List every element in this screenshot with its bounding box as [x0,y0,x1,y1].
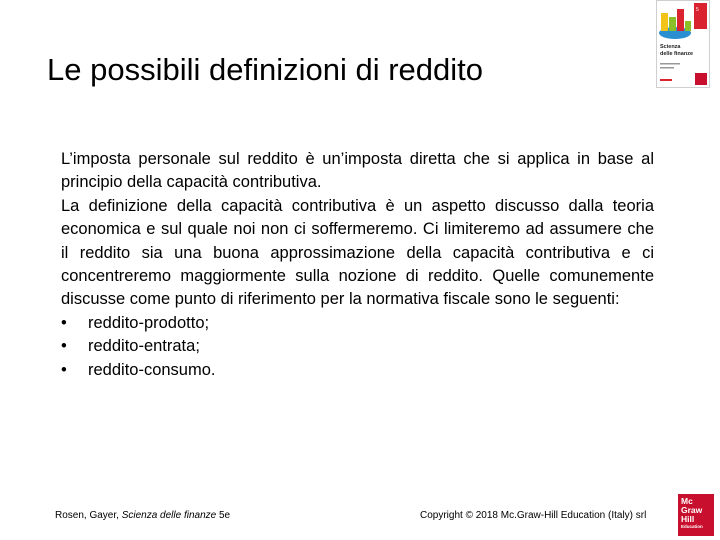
footer-edition: 5e [216,510,231,521]
list-item [61,359,654,382]
list-item-text: reddito-entrata; [88,337,200,356]
footer-citation [55,510,230,521]
slide-title: Le possibili definizioni di reddito [47,52,483,87]
bullet-list [61,312,654,382]
bullet-icon: • [61,360,67,379]
body-paragraph-1: L’imposta personale sul reddito è un’imposta diretta che si applica in base al principio della capacità contributiva. [61,150,654,192]
publisher-logo [678,494,714,536]
book-cover-title-1: Scienza [660,44,681,50]
book-cover-thumbnail [656,0,710,88]
list-item-text: reddito-consumo. [88,360,216,379]
footer-book-title: Scienza delle finanze [121,510,217,521]
slide-body [61,148,654,382]
logo-line-3: Hill [681,514,695,524]
body-paragraph-2: La definizione della capacità contributiva è un aspetto discusso dalla teoria economica e sul quale noi non ci soffermeremo. Ci limiteremo ad assumere che il reddito sia una buona approssimazione della capacità contributiva e ci concentreremo maggiormente sulla nozione di reddito. Quelle comunemente discusse come punto di riferimento per la normativa fiscale sono le seguenti: [61,196,654,309]
bullet-icon: • [61,337,67,356]
list-item [61,312,654,335]
list-item-text: reddito-prodotto; [88,313,210,332]
logo-line-1: Mc [681,496,693,506]
bullet-icon: • [61,313,67,332]
book-cover-edition: 5 [696,7,699,13]
footer-authors: Rosen, Gayer, [55,510,122,521]
book-cover-art [657,1,709,87]
book-cover-title-2: delle finanze [660,51,694,57]
footer-copyright: Copyright © 2018 Mc.Graw-Hill Education (Italy) srl [420,510,647,521]
logo-line-4: Education [681,524,703,529]
list-item [61,335,654,358]
logo-line-2: Graw [681,505,703,515]
